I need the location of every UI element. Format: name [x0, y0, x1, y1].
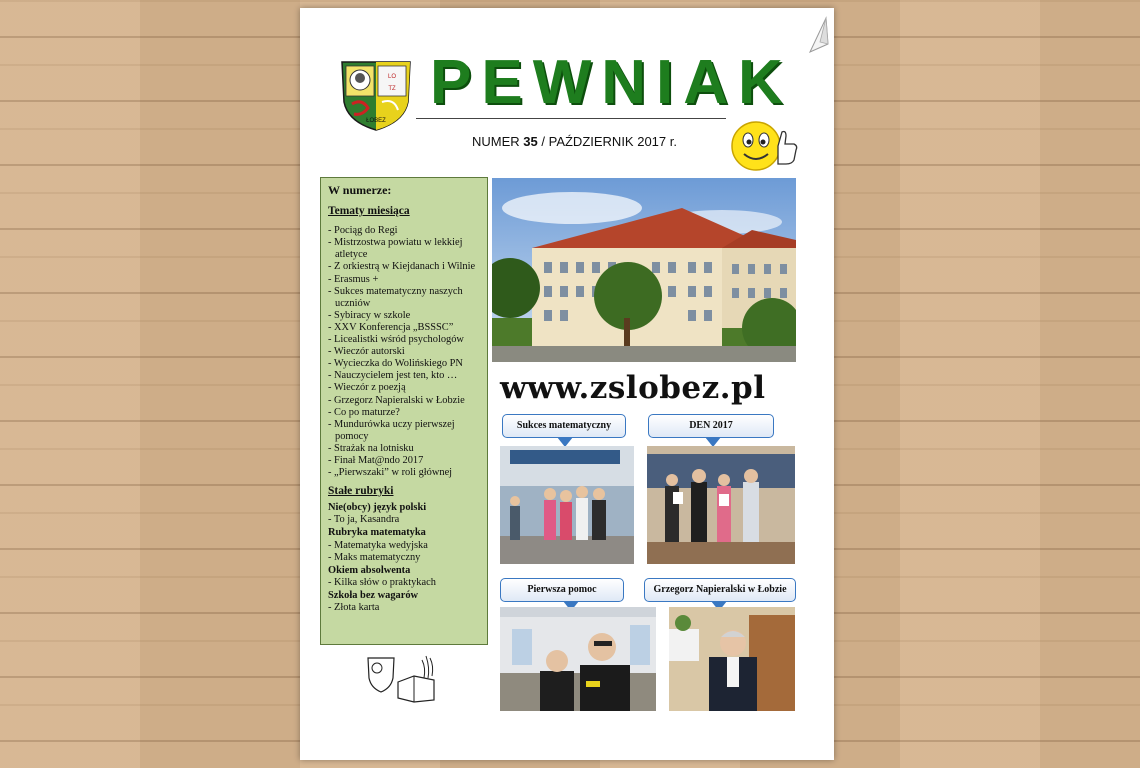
- callout-napieralski: Grzegorz Napieralski w Łobzie: [644, 578, 796, 602]
- thumbs-up-smiley-icon: [730, 116, 802, 174]
- issue-date: / PAŹDZIERNIK 2017 r.: [541, 134, 677, 149]
- issue-number: 35: [523, 134, 538, 149]
- toc-item[interactable]: - Kilka słów o praktykach: [328, 576, 436, 588]
- toc-item[interactable]: - „Pierwszaki” w roli głównej: [328, 467, 453, 479]
- school-building-photo: [492, 178, 796, 362]
- first-aid-photo: [500, 607, 656, 711]
- toc-item[interactable]: - Sybiracy w szkole: [328, 309, 411, 321]
- callout-first-aid: Pierwsza pomoc: [500, 578, 624, 602]
- toc-item[interactable]: - Licealistki wśród psychologów: [328, 334, 464, 346]
- den-2017-photo: [647, 446, 795, 564]
- school-logo: [338, 58, 414, 132]
- callout-math-success: Sukces matematyczny: [502, 414, 626, 438]
- toc-item[interactable]: - XXV Konferencja „BSSSC”: [328, 321, 454, 333]
- issue-prefix: NUMER: [472, 134, 520, 149]
- toc-heading: W numerze:: [328, 183, 392, 197]
- toc-item[interactable]: - Wieczór autorski: [328, 346, 405, 358]
- callout-den-2017: DEN 2017: [648, 414, 774, 438]
- toc-subsection: Rubryka matematyka: [328, 527, 426, 539]
- napieralski-photo: [669, 607, 795, 711]
- toc-subsection: Szkoła bez wagarów: [328, 589, 419, 601]
- toc-item[interactable]: - Finał Mat@ndo 2017: [328, 454, 424, 466]
- toc-topics-list: [328, 225, 481, 479]
- issue-line: [472, 134, 677, 149]
- toc-item[interactable]: - Erasmus +: [328, 273, 379, 285]
- toc-subsection: Okiem absolwenta: [328, 564, 411, 576]
- toc-item[interactable]: - Maks matematyczny: [328, 551, 421, 563]
- website-url[interactable]: www.zslobez.pl: [500, 370, 766, 406]
- toc-item[interactable]: - Pociąg do Regi: [328, 225, 398, 237]
- math-success-photo: [500, 446, 634, 564]
- svg-text:LO: LO: [387, 74, 397, 80]
- toc-item[interactable]: - Nauczycielem jest ten, kto …: [328, 370, 458, 382]
- toc-item[interactable]: - Z orkiestrą w Kiejdanach i Wilnie: [328, 261, 476, 273]
- toc-item[interactable]: - Co po maturze?: [328, 406, 400, 418]
- toc-item[interactable]: - Mistrzostwa powiatu w lekkiej atletyce: [328, 237, 463, 261]
- magazine-cover-page: [300, 8, 834, 760]
- logo-text: ŁOBEZ: [366, 118, 386, 124]
- toc-section-regular: Stałe rubryki: [328, 485, 394, 498]
- toc-item[interactable]: - Mundurówka uczy pierwszej pomocy: [328, 418, 455, 442]
- toc-item[interactable]: - Grzegorz Napieralski w Łobzie: [328, 394, 465, 406]
- magazine-title: PEWNIAK: [430, 48, 793, 117]
- toc-item[interactable]: - Strażak na lotnisku: [328, 442, 414, 454]
- toc-item[interactable]: - Wieczór z poezją: [328, 382, 406, 394]
- toc-item[interactable]: - Sukces matematyczny naszych uczniów: [328, 285, 463, 309]
- table-of-contents: [320, 177, 488, 645]
- page-curl-icon[interactable]: [808, 14, 830, 54]
- toc-subsection: Nie(obcy) język polski: [328, 502, 427, 514]
- toc-item[interactable]: - Matematyka wedyjska: [328, 539, 428, 551]
- svg-text:TZ: TZ: [388, 86, 396, 92]
- toc-item[interactable]: - To ja, Kasandra: [328, 514, 400, 526]
- toc-item[interactable]: - Wycieczka do Wolińskiego PN: [328, 358, 463, 370]
- footer-logo-sketch: [364, 652, 442, 704]
- title-divider: [416, 118, 726, 119]
- toc-item[interactable]: - Złota karta: [328, 602, 380, 613]
- toc-section-topics: Tematy miesiąca: [328, 205, 410, 218]
